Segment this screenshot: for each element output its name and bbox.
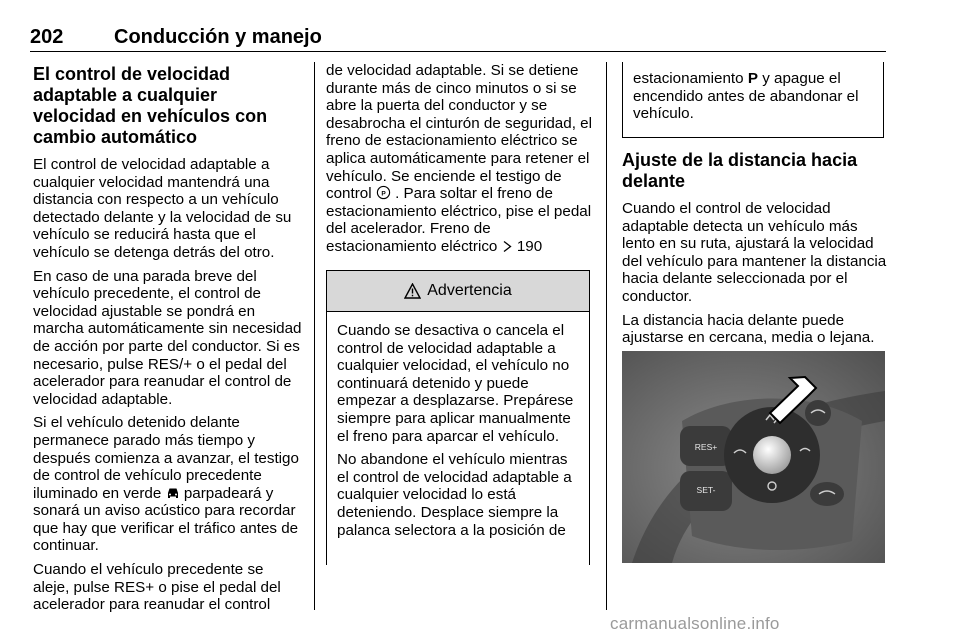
paragraph-text: de velocidad adaptable. Si se detiene durante más de cinco minutos o si se abre la puerta del conductor y se desabrocha el cinturón de seguridad, el freno de estacionamiento eléctrico se aplica automáticamente para retener el vehículo. Se enciende el testigo de control — [326, 62, 592, 203]
column-divider — [606, 62, 607, 610]
warning-box — [326, 270, 590, 565]
gear-position-label: P — [747, 70, 758, 87]
set-button-label: SET- — [696, 485, 716, 495]
paragraph-text: y apague el encendido antes de abandonar el vehículo. — [633, 70, 859, 123]
paragraph-text: estacionamiento — [633, 70, 744, 87]
paragraph-text: . Para soltar el freno de estacionamiento eléctrico, pise el pedal del acelerador. Freno de estacionamiento eléctrico — [326, 185, 592, 255]
warning-body — [327, 312, 589, 539]
paragraph — [33, 414, 303, 555]
section-heading: El control de velocidad adaptable a cualquier velocidad en vehículos con cambio automático — [33, 64, 268, 147]
steering-wheel-controls-photo — [622, 351, 885, 563]
paragraph-text: Si el vehículo detenido delante permanece parado más tiempo y después comienza a avanzar, el testigo de control de vehículo precedente iluminado en verde — [33, 414, 299, 502]
column-divider — [314, 62, 315, 610]
upper-right-button[interactable] — [805, 400, 831, 426]
res-button-label: RES+ — [694, 442, 718, 452]
warning-title: Advertencia — [427, 282, 512, 299]
warning-paragraph — [633, 70, 873, 123]
section-heading: Ajuste de la distancia hacia delante — [622, 150, 858, 191]
center-knob[interactable] — [753, 436, 791, 474]
paragraph-text: parpadeará y sonará un aviso acústico para recordar que hay que verificar el tráfico antes de continuar. — [33, 484, 299, 555]
warning-paragraph: Cuando se desactiva o cancela el control de velocidad adaptable a cualquier velocidad, el vehículo no continuará detenido y puede empezar a desplazarse. Prepárese siempre para aplicar manualmente el freno para aparcar el vehículo. — [337, 322, 574, 445]
paragraph: En caso de una parada breve del vehículo precedente, el control de velocidad ajustable se pondrá en marcha automáticamente sin necesidad de acción por parte del conductor. Si es necesario, pulse RES/+ o el pedal del acelerador para reanudar el control de velocidad adaptable. — [33, 267, 302, 408]
column-right — [622, 148, 890, 353]
page-reference: 190 — [516, 237, 543, 255]
paragraph — [326, 62, 592, 256]
warning-triangle-icon — [404, 283, 421, 299]
page-reference-icon — [502, 240, 513, 253]
page-header-title: Conducción y manejo — [114, 26, 322, 48]
warning-header — [327, 270, 589, 312]
lower-right-button[interactable] — [810, 482, 844, 506]
steering-wheel-illustration — [622, 351, 885, 563]
page-number: 202 — [30, 26, 64, 48]
column-left — [33, 62, 303, 620]
paragraph: Cuando el vehículo precedente se aleje, pulse RES+ o pise el pedal del acelerador para reanudar el control — [33, 561, 281, 614]
warning-paragraph: No abandone el vehículo mientras el control de velocidad adaptable a cualquier velocidad lo está deteniendo. Desplace siempre la palanca selectora a la posición de — [337, 451, 572, 539]
warning-box-continuation — [622, 62, 884, 138]
svg-text:P: P — [381, 190, 386, 198]
page-header — [30, 26, 885, 50]
parking-brake-icon — [376, 185, 391, 200]
paragraph: La distancia hacia delante puede ajustarse en cercana, media o lejana. — [622, 311, 875, 347]
footer-watermark: carmanualsonline.info — [610, 614, 780, 633]
paragraph: El control de velocidad adaptable a cualquier velocidad mantendrá una distancia con respecto a un vehículo detectado delante y la velocidad de su vehículo se reducirá hasta que el vehículo se detenga detrás del otro. — [33, 156, 292, 261]
column-middle — [326, 62, 592, 262]
vehicle-ahead-indicator-icon — [166, 487, 180, 500]
header-rule — [30, 51, 886, 52]
paragraph: Cuando el control de velocidad adaptable detecta un vehículo más lento en su ruta, ajustará la velocidad del vehículo para mantener la distancia hacia delante seleccionada por el conductor. — [622, 200, 887, 305]
